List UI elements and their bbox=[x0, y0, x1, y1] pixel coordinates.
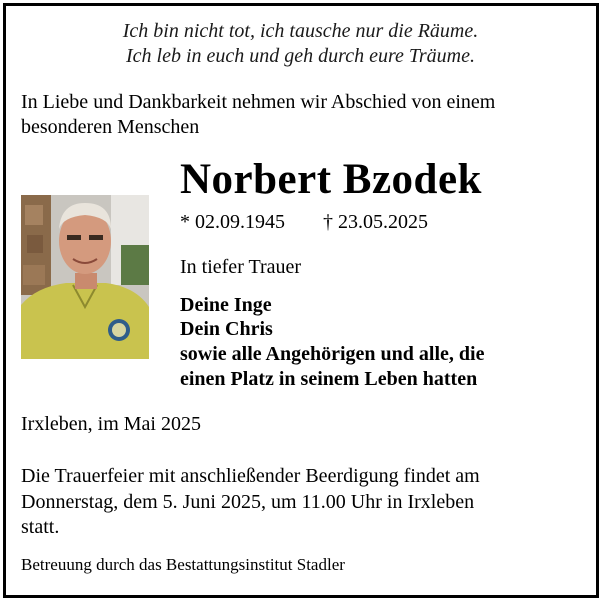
intro-line-2: besonderen Menschen bbox=[21, 116, 200, 138]
mourner-2: Dein Chris bbox=[180, 318, 273, 340]
place-date: Irxleben, im Mai 2025 bbox=[21, 413, 201, 435]
funeral-line-1: Die Trauerfeier mit anschließender Beerdigung findet am bbox=[21, 465, 480, 487]
intro-line-1: In Liebe und Dankbarkeit nehmen wir Abschied von einem bbox=[21, 91, 496, 113]
funeral-line-2: Donnerstag, dem 5. Juni 2025, um 11.00 Uhr in Irxleben bbox=[21, 491, 475, 513]
birth-date: * 02.09.1945 bbox=[180, 211, 285, 233]
mourning-heading: In tiefer Trauer bbox=[180, 256, 302, 278]
mourner-3: sowie alle Angehörigen und alle, die bbox=[180, 343, 485, 365]
mourner-1: Deine Inge bbox=[180, 294, 272, 316]
poem-line-1: Ich bin nicht tot, ich tausche nur die Räume. bbox=[122, 20, 479, 42]
poem-line-2: Ich leb in euch und geh durch eure Träume. bbox=[126, 45, 475, 67]
portrait-photo bbox=[21, 195, 149, 359]
mourner-4: einen Platz in seinem Leben hatten bbox=[180, 368, 478, 390]
deceased-name: Norbert Bzodek bbox=[180, 156, 482, 203]
funeral-line-3: statt. bbox=[21, 516, 60, 538]
undertaker-note: Betreuung durch das Bestattungsinstitut Stadler bbox=[21, 555, 345, 574]
death-date: † 23.05.2025 bbox=[323, 211, 428, 233]
